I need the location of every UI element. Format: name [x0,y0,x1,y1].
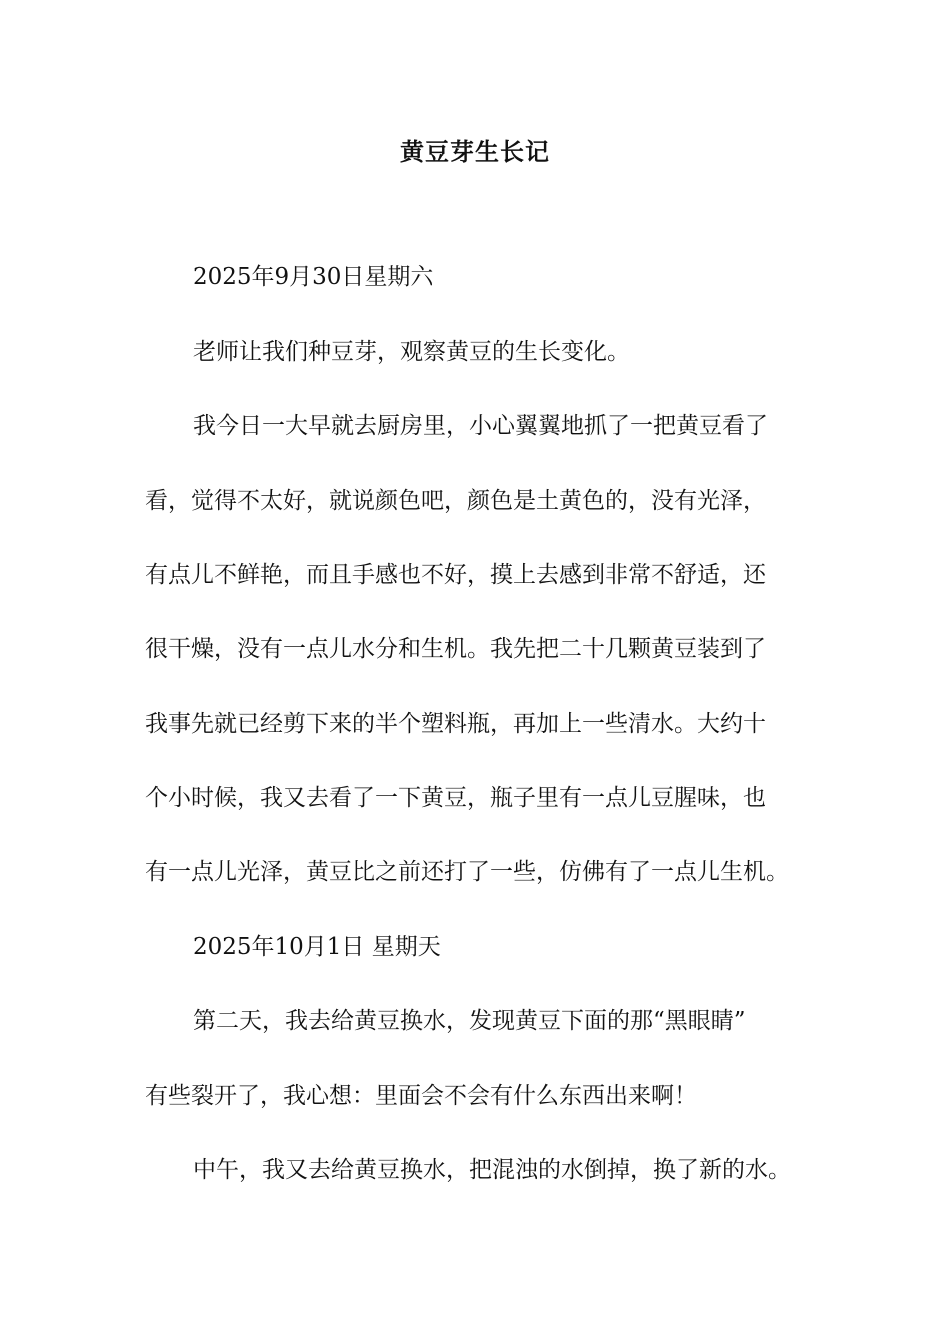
paragraph-line: 看，觉得不太好，就说颜色吧，颜色是土黄色的，没有光泽， [145,488,766,514]
paragraph-line: 有点儿不鲜艳，而且手感也不好，摸上去感到非常不舒适，还 [145,562,766,588]
diary-date-line: 2025年9月30日星期六 [193,264,434,290]
paragraph-line: 老师让我们种豆芽，观察黄豆的生长变化。 [193,339,630,365]
paragraph-line: 中午，我又去给黄豆换水，把混浊的水倒掉，换了新的水。 [193,1157,791,1183]
paragraph-line: 个小时候，我又去看了一下黄豆，瓶子里有一点儿豆腥味，也 [145,785,766,811]
paragraph-line: 我今日一大早就去厨房里，小心翼翼地抓了一把黄豆看了 [193,413,768,439]
document-title: 黄豆芽生长记 [400,137,550,166]
paragraph-line: 有些裂开了，我心想：里面会不会有什么东西出来啊！ [145,1083,697,1109]
paragraph-line: 我事先就已经剪下来的半个塑料瓶，再加上一些清水。大约十 [145,711,766,737]
diary-date-line: 2025年10月1日 星期天 [193,934,441,960]
paragraph-line: 很干燥，没有一点儿水分和生机。我先把二十几颗黄豆装到了 [145,636,766,662]
paragraph-line: 第二天，我去给黄豆换水，发现黄豆下面的那“黑眼睛” [193,1008,746,1034]
paragraph-line: 有一点儿光泽，黄豆比之前还打了一些，仿佛有了一点儿生机。 [145,859,789,885]
